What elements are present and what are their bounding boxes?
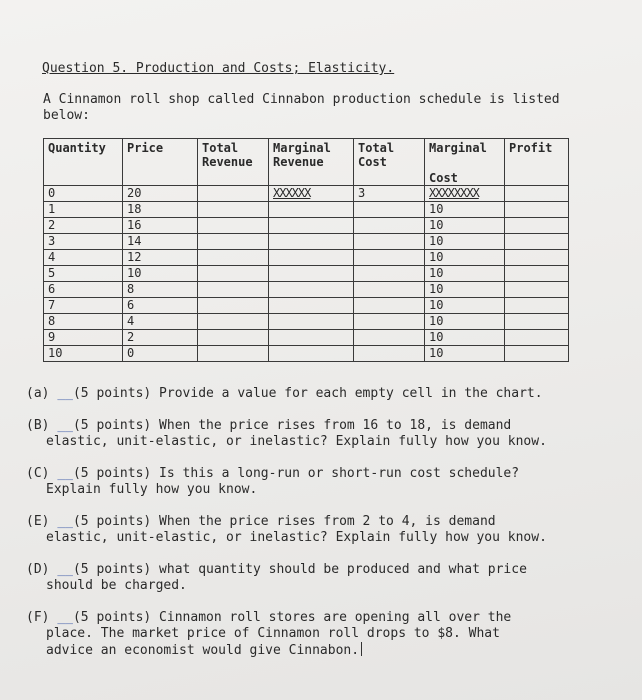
cell-total-revenue[interactable] (198, 314, 269, 330)
cell-total-cost[interactable] (354, 234, 425, 250)
cell-total-revenue[interactable] (198, 186, 269, 202)
question-continuation: Explain fully how you know. (46, 482, 258, 497)
cell-total-cost[interactable] (354, 330, 425, 346)
question-first-line (26, 386, 606, 402)
cell-total-revenue[interactable] (198, 218, 269, 234)
cell-profit[interactable] (505, 298, 569, 314)
question-first-line (26, 466, 606, 482)
question-item (26, 386, 606, 402)
cell-marginal-cost: 10 (425, 218, 505, 234)
cell-marginal-revenue[interactable] (269, 234, 354, 250)
table-row (44, 202, 569, 218)
cell-marginal-cost: 10 (425, 346, 505, 362)
cell-price: 14 (123, 234, 198, 250)
header-total-revenue: Total Revenue (198, 139, 269, 186)
cell-profit[interactable] (505, 346, 569, 362)
cell-profit[interactable] (505, 234, 569, 250)
cell-marginal-revenue[interactable] (269, 218, 354, 234)
cell-total-revenue[interactable] (198, 250, 269, 266)
cell-quantity: 10 (44, 346, 123, 362)
header-marginal-revenue: Marginal Revenue (269, 139, 354, 186)
cell-quantity: 5 (44, 266, 123, 282)
cell-total-cost[interactable] (354, 314, 425, 330)
answer-blank[interactable]: __ (57, 514, 73, 529)
cell-total-cost[interactable] (354, 266, 425, 282)
cell-total-cost[interactable] (354, 202, 425, 218)
cell-price: 20 (123, 186, 198, 202)
cell-marginal-revenue[interactable] (269, 250, 354, 266)
cell-profit[interactable] (505, 314, 569, 330)
question-continuation: elastic, unit-elastic, or inelastic? Explain fully how you know. (46, 434, 547, 449)
cell-total-revenue[interactable] (198, 266, 269, 282)
cell-price: 16 (123, 218, 198, 234)
cell-profit[interactable] (505, 218, 569, 234)
question-text: (5 points) When the price rises from 16 to 18, is demand (72, 418, 512, 433)
cell-total-cost[interactable] (354, 218, 425, 234)
cell-total-revenue[interactable] (198, 298, 269, 314)
cell-marginal-cost: 10 (425, 250, 505, 266)
question-continuation: advice an economist would give Cinnabon. (26, 642, 606, 659)
cell-total-revenue[interactable] (198, 330, 269, 346)
header-marginal-cost-line2: Cost (429, 171, 458, 185)
question-text: (5 points) what quantity should be produced and what price (72, 562, 527, 577)
production-schedule-table (43, 138, 569, 362)
cell-quantity: 2 (44, 218, 123, 234)
cell-quantity: 4 (44, 250, 123, 266)
cell-marginal-revenue[interactable] (269, 298, 354, 314)
cell-marginal-revenue[interactable] (269, 330, 354, 346)
question-continuation: should be charged. (46, 578, 187, 593)
cell-quantity: 9 (44, 330, 123, 346)
answer-blank[interactable]: __ (57, 466, 73, 481)
cell-profit[interactable] (505, 186, 569, 202)
question-first-line (26, 514, 606, 530)
text-cursor (361, 642, 362, 656)
cell-marginal-cost: XXXXXXXX (425, 186, 505, 202)
cell-price: 18 (123, 202, 198, 218)
cell-marginal-cost: 10 (425, 330, 505, 346)
question-label: (F) (26, 610, 50, 625)
cell-marginal-revenue: XXXXXX (269, 186, 354, 202)
question-item (26, 466, 606, 498)
question-title: Question 5. Production and Costs; Elasticity. (42, 61, 395, 76)
table-row (44, 346, 569, 362)
cell-quantity: 3 (44, 234, 123, 250)
table-row (44, 218, 569, 234)
question-item (26, 418, 606, 450)
cell-total-cost[interactable] (354, 282, 425, 298)
answer-blank[interactable]: __ (57, 386, 73, 401)
cell-marginal-cost: 10 (425, 202, 505, 218)
answer-blank[interactable]: __ (57, 562, 73, 577)
cell-quantity: 0 (44, 186, 123, 202)
answer-blank[interactable]: __ (57, 418, 73, 433)
cell-price: 4 (123, 314, 198, 330)
cell-total-revenue[interactable] (198, 346, 269, 362)
header-profit: Profit (505, 139, 569, 186)
cell-profit[interactable] (505, 266, 569, 282)
cell-total-revenue[interactable] (198, 202, 269, 218)
cell-price: 12 (123, 250, 198, 266)
table-row (44, 234, 569, 250)
cell-quantity: 7 (44, 298, 123, 314)
table-header-row (44, 139, 569, 186)
cell-price: 8 (123, 282, 198, 298)
cell-price: 10 (123, 266, 198, 282)
cell-marginal-cost: 10 (425, 266, 505, 282)
cell-total-revenue[interactable] (198, 282, 269, 298)
question-label: (E) (26, 514, 50, 529)
header-total-cost: Total Cost (354, 139, 425, 186)
header-quantity: Quantity (44, 139, 123, 186)
cell-marginal-revenue[interactable] (269, 282, 354, 298)
table-row (44, 298, 569, 314)
cell-marginal-revenue[interactable] (269, 202, 354, 218)
question-text: (5 points) Is this a long-run or short-run cost schedule? (72, 466, 520, 481)
cell-profit[interactable] (505, 250, 569, 266)
question-item (26, 562, 606, 594)
cell-quantity: 8 (44, 314, 123, 330)
question-first-line (26, 562, 606, 578)
question-label: (a) (26, 386, 50, 401)
table-row (44, 186, 569, 202)
cell-total-cost[interactable] (354, 250, 425, 266)
table-row (44, 314, 569, 330)
cell-profit[interactable] (505, 330, 569, 346)
question-first-line (26, 610, 606, 626)
cell-total-cost[interactable] (354, 346, 425, 362)
table-row (44, 330, 569, 346)
cell-marginal-cost: 10 (425, 298, 505, 314)
questions-list (26, 386, 606, 675)
header-marginal-cost-line1: Marginal (429, 141, 487, 155)
question-first-line (26, 418, 606, 434)
cell-marginal-cost: 10 (425, 314, 505, 330)
cell-price: 6 (123, 298, 198, 314)
question-item (26, 514, 606, 546)
question-label: (D) (26, 562, 50, 577)
cell-price: 0 (123, 346, 198, 362)
table-row (44, 250, 569, 266)
cell-profit[interactable] (505, 202, 569, 218)
cell-marginal-cost: 10 (425, 282, 505, 298)
question-text: (5 points) When the price rises from 2 to 4, is demand (72, 514, 496, 529)
cell-marginal-revenue[interactable] (269, 314, 354, 330)
answer-blank[interactable]: __ (57, 610, 73, 625)
question-text: (5 points) Provide a value for each empty cell in the chart. (72, 386, 543, 401)
cell-total-cost: 3 (354, 186, 425, 202)
question-text: (5 points) Cinnamon roll stores are opening all over the (72, 610, 512, 625)
cell-marginal-revenue[interactable] (269, 346, 354, 362)
intro-text: A Cinnamon roll shop called Cinnabon production schedule is listed below: (43, 92, 560, 123)
header-marginal-cost (425, 139, 505, 186)
question-label: (B) (26, 418, 50, 433)
cell-quantity: 6 (44, 282, 123, 298)
question-item (26, 610, 606, 659)
cell-total-cost[interactable] (354, 298, 425, 314)
cell-price: 2 (123, 330, 198, 346)
question-continuation: place. The market price of Cinnamon roll drops to $8. What (46, 626, 500, 641)
cell-marginal-cost: 10 (425, 234, 505, 250)
question-label: (C) (26, 466, 50, 481)
question-continuation: elastic, unit-elastic, or inelastic? Explain fully how you know. (46, 530, 547, 545)
table-row (44, 282, 569, 298)
header-price: Price (123, 139, 198, 186)
cell-quantity: 1 (44, 202, 123, 218)
cell-marginal-revenue[interactable] (269, 266, 354, 282)
cell-profit[interactable] (505, 282, 569, 298)
table-row (44, 266, 569, 282)
cell-total-revenue[interactable] (198, 234, 269, 250)
